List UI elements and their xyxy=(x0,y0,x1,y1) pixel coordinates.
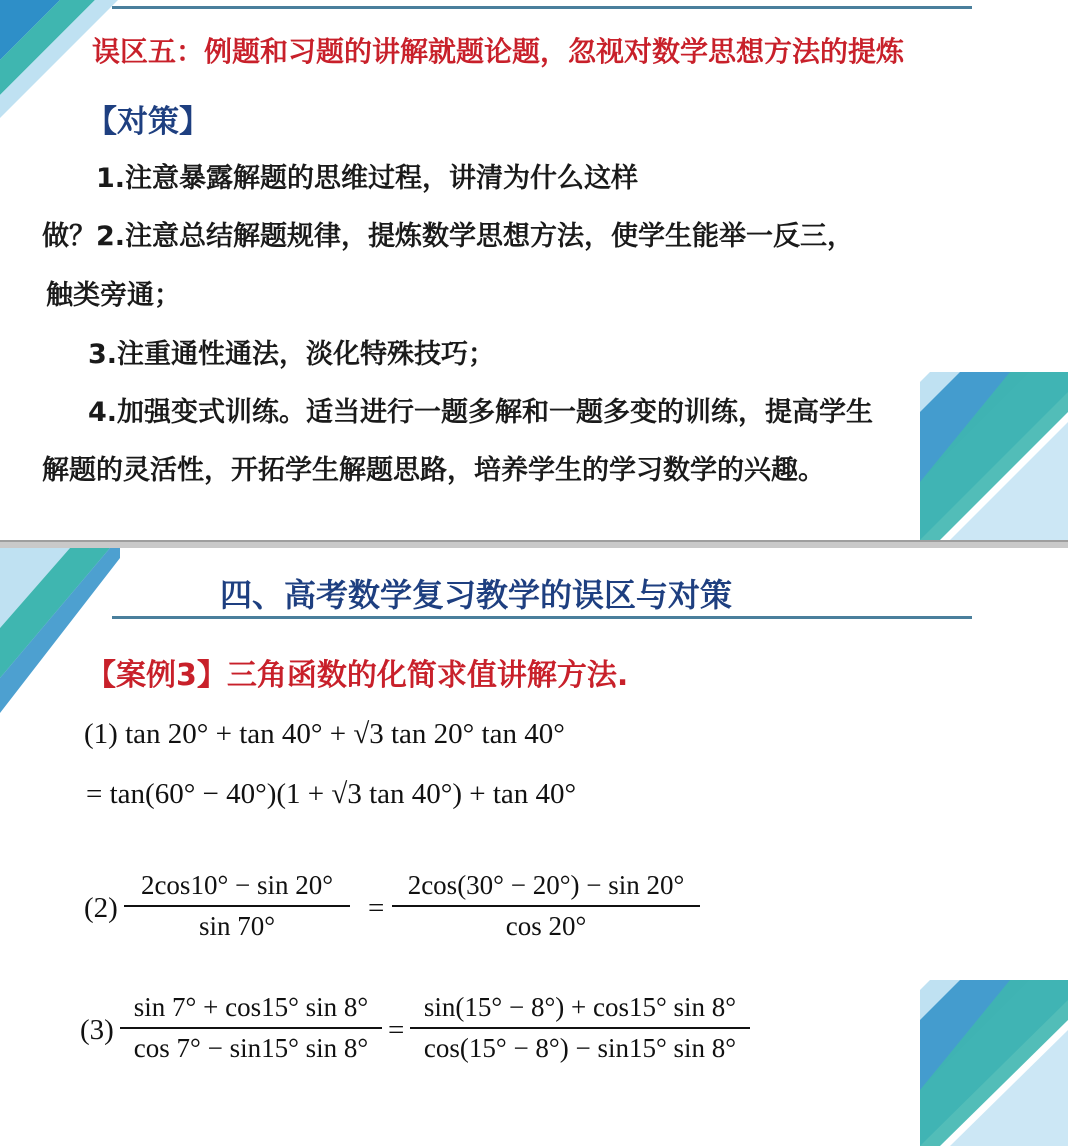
equation-2-right-fraction xyxy=(392,870,700,942)
equation-2-right-denominator: cos 20° xyxy=(505,911,587,941)
equation-2-label: (2) xyxy=(84,892,118,924)
equation-2-left-numerator: 2cos10° − sin 20° xyxy=(140,870,334,900)
slide-separator xyxy=(0,540,1068,548)
title-underline xyxy=(112,6,972,9)
body-line-5: 4.加强变式训练。适当进行一题多解和一题多变的训练，提高学生 xyxy=(88,397,874,428)
equation-1-line-2: = tan(60° − 40°)(1 + √3 tan 40°) + tan 40° xyxy=(86,778,577,810)
equation-3-label: (3) xyxy=(80,1014,114,1046)
equation-2-right-numerator: 2cos(30° − 20°) − sin 20° xyxy=(407,870,685,900)
equation-1-line-1: (1) tan 20° + tan 40° + √3 tan 20° tan 40° xyxy=(84,718,565,750)
equation-3-left-fraction xyxy=(120,992,382,1064)
slide-strategy xyxy=(0,0,1068,540)
equation-3-right-fraction xyxy=(410,992,750,1064)
body-line-1: 1.注意暴露解题的思维过程，讲清为什么这样 xyxy=(96,163,639,194)
equation-3-equals: = xyxy=(388,1014,405,1046)
slide-title: 四、高考数学复习教学的误区与对策 xyxy=(220,576,733,614)
side-stripes-decoration xyxy=(920,372,1068,540)
equation-3-right-numerator: sin(15° − 8°) + cos15° sin 8° xyxy=(423,992,737,1022)
equation-2-equals: = xyxy=(368,892,385,924)
equation-3-left-numerator: sin 7° + cos15° sin 8° xyxy=(133,992,369,1022)
body-line-2: 做？2.注意总结解题规律，提炼数学思想方法，使学生能举一反三， xyxy=(42,221,855,252)
equation-2-left-fraction xyxy=(124,870,350,942)
strategy-label: 【对策】 xyxy=(86,104,210,140)
title-underline xyxy=(112,616,972,619)
equation-3-left-denominator: cos 7° − sin15° sin 8° xyxy=(133,1033,369,1063)
equation-2-left-denominator: sin 70° xyxy=(198,911,276,941)
slide-case-study xyxy=(0,548,1068,1146)
body-line-3: 触类旁通； xyxy=(46,280,181,311)
equation-3-right-denominator: cos(15° − 8°) − sin15° sin 8° xyxy=(423,1033,737,1063)
body-line-6: 解题的灵活性，开拓学生解题思路，培养学生的学习数学的兴趣。 xyxy=(42,455,825,486)
body-line-4: 3.注重通性通法，淡化特殊技巧； xyxy=(88,339,496,370)
side-stripes-decoration xyxy=(920,980,1068,1146)
section-heading: 误区五：例题和习题的讲解就题论题，忽视对数学思想方法的提炼 xyxy=(92,35,905,68)
case-label: 【案例3】三角函数的化简求值讲解方法. xyxy=(86,658,629,693)
